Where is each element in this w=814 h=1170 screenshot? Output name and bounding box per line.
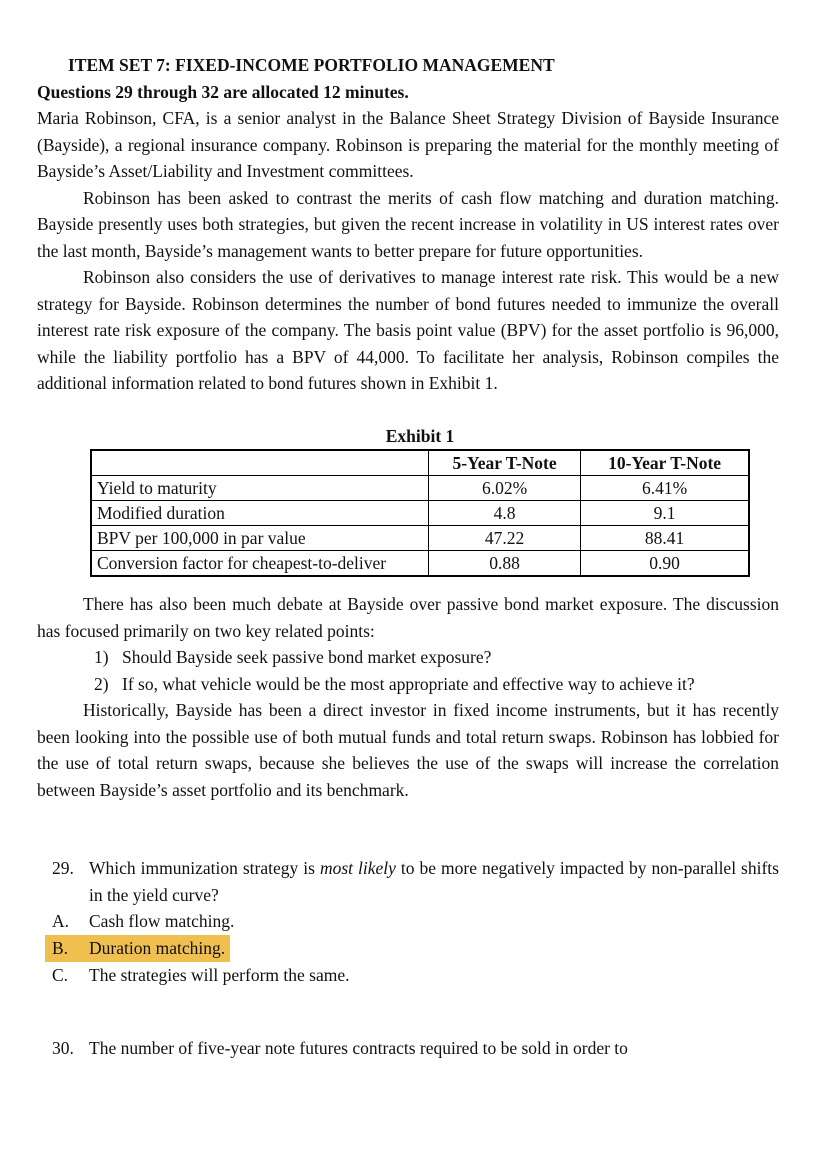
debate-point-2 bbox=[94, 671, 779, 698]
row-value-10yr: 9.1 bbox=[581, 501, 749, 526]
table-row bbox=[91, 551, 749, 577]
option-text: Cash flow matching. bbox=[89, 911, 235, 931]
option-a bbox=[52, 908, 779, 935]
question-text bbox=[89, 855, 779, 908]
row-label: Yield to maturity bbox=[91, 476, 428, 501]
table-row bbox=[91, 476, 749, 501]
debate-point-1 bbox=[94, 644, 779, 671]
derivatives-paragraph: Robinson also considers the use of derivatives to manage interest rate risk. This would be a new strategy for Bayside. Robinson determines the number of bond futures needed to immunize the overall interest rate risk exposure of the company. The basis point value (BPV) for the asset portfolio is 96,000, while the liability portfolio has a BPV of 44,000. To facilitate her analysis, Robinson compiles the additional information related to bond futures shown in Exhibit 1. bbox=[37, 267, 779, 393]
row-value-10yr: 6.41% bbox=[581, 476, 749, 501]
exhibit-title: Exhibit 1 bbox=[385, 425, 455, 446]
option-letter: B. bbox=[52, 937, 69, 958]
row-value-5yr: 6.02% bbox=[428, 476, 580, 501]
table-header-5yr: 5-Year T-Note bbox=[428, 450, 580, 476]
question-30 bbox=[52, 1035, 779, 1062]
option-c-content bbox=[52, 962, 349, 989]
list-item-text: Should Bayside seek passive bond market exposure? bbox=[122, 647, 492, 667]
exhibit-table bbox=[90, 449, 750, 577]
question-number: 30. bbox=[52, 1037, 74, 1058]
question-number: 29. bbox=[52, 858, 74, 878]
row-value-5yr: 47.22 bbox=[428, 526, 580, 551]
list-marker: 2) bbox=[94, 673, 109, 694]
list-item-text: If so, what vehicle would be the most appropriate and effective way to achieve it? bbox=[122, 673, 695, 694]
row-label: Conversion factor for cheapest-to-deliver bbox=[91, 551, 428, 577]
question-29 bbox=[52, 855, 779, 908]
row-value-5yr: 0.88 bbox=[428, 551, 580, 577]
exhibit-1 bbox=[37, 423, 779, 578]
row-label: BPV per 100,000 in par value bbox=[91, 526, 428, 551]
question-text-after: to be more negatively impacted by non-parallel shifts in the yield curve? bbox=[89, 858, 779, 905]
table-header-10yr: 10-Year T-Note bbox=[581, 450, 749, 476]
question-text-before: Which immunization strategy is bbox=[89, 858, 320, 878]
list-marker: 1) bbox=[94, 647, 109, 667]
debate-paragraph: There has also been much debate at Bayside over passive bond market exposure. The discussion has focused primarily on two key related points: bbox=[37, 594, 779, 641]
option-c bbox=[52, 962, 779, 989]
most-likely-emphasis: most likely bbox=[319, 858, 396, 878]
row-value-5yr: 4.8 bbox=[428, 501, 580, 526]
table-row bbox=[91, 501, 749, 526]
table-row bbox=[91, 526, 749, 551]
intro-paragraph: Maria Robinson, CFA, is a senior analyst in the Balance Sheet Strategy Division of Bayside Insurance (Bayside), a regional insurance company. Robinson is preparing the material for the monthly meeting of Bayside’s Asset/Liability and Investment committees. bbox=[37, 108, 779, 181]
option-b-content-highlighted bbox=[45, 935, 230, 963]
row-label: Modified duration bbox=[91, 501, 428, 526]
option-a-content bbox=[52, 908, 234, 935]
option-text: Duration matching. bbox=[89, 937, 226, 958]
question-text: The number of five-year note futures contracts required to be sold in order to bbox=[89, 1037, 628, 1058]
row-value-10yr: 88.41 bbox=[581, 526, 749, 551]
row-value-10yr: 0.90 bbox=[581, 551, 749, 577]
option-letter: C. bbox=[52, 965, 69, 985]
option-b bbox=[52, 935, 779, 963]
table-header-blank bbox=[91, 450, 428, 476]
option-letter: A. bbox=[52, 911, 70, 931]
matching-strategies-paragraph: Robinson has been asked to contrast the merits of cash flow matching and duration matching. Bayside presently uses both strategies, but given the recent increase in volatility in US interest rates over the last month, Bayside’s management wants to better prepare for future opportunities. bbox=[37, 187, 779, 261]
time-allocation-note: Questions 29 through 32 are allocated 12 minutes. bbox=[37, 81, 409, 102]
item-set-title: ITEM SET 7: FIXED-INCOME PORTFOLIO MANAGEMENT bbox=[68, 55, 555, 75]
table-header-row bbox=[91, 450, 749, 476]
historically-paragraph: Historically, Bayside has been a direct investor in fixed income instruments, but it has recently been looking into the possible use of both mutual funds and total return swaps. Robinson has lobbied for the use of total return swaps, because she believes the use of the swaps will increase the correlation between Bayside’s asset portfolio and its benchmark. bbox=[37, 700, 779, 800]
option-text: The strategies will perform the same. bbox=[89, 965, 350, 985]
